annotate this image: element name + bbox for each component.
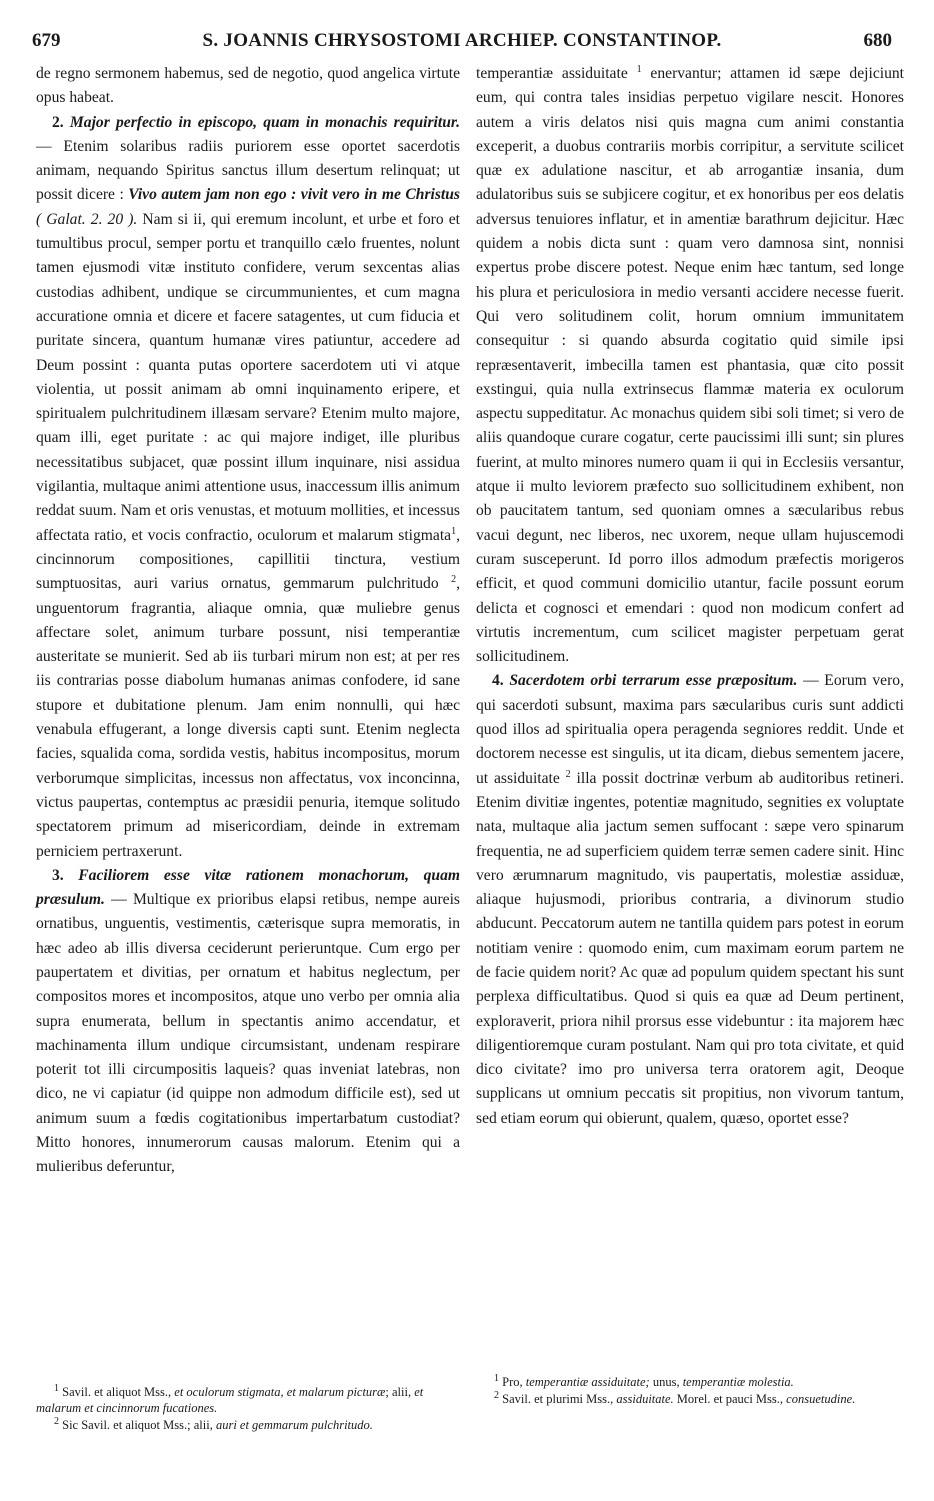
footnote xyxy=(476,1391,906,1407)
footnote-variant: assiduitate. xyxy=(616,1392,674,1406)
footnote-number: 1 xyxy=(54,1382,59,1394)
footnote-variant: et malarum et cincinnorum fucationes. xyxy=(36,1385,424,1415)
footnote-text: Sic Savil. et aliquot Mss.; alii, xyxy=(62,1418,216,1432)
footnote-variant: consuetudine. xyxy=(786,1392,856,1406)
footnotes-left xyxy=(36,1384,466,1434)
footnote-number: 1 xyxy=(494,1372,499,1384)
footnote-number: 2 xyxy=(494,1389,499,1401)
paragraph-text: illa possit doctrinæ verbum ab auditoribus retineri. Etenim divitiæ ingentes, potentiæ magnitudo, segnities ex voluptate nata, multaque alia jactum semen suffocant : sæpe vero spinarum frequentia, ne ad superficiem quidem terræ semen cadere sinit. Hinc vero ærumnarum magnitudo, vis paupertatis, molestiæ assiduæ, aliaque hujusmodi, prioribus contraria, a divinorum studio abducunt. Peccatorum autem ne tantilla quidem pars potest in eorum notitiam venire : quomodo enim, cum maximam eorum partem ne de facie quidem norit? Ac quæ ad populum quidem spectant his sunt perplexa difficultatibus. Quod si quis ea quæ ad Deum pertinent, exploraverit, priora nihil prorsus esse videbuntur : ita majorem hæc diligentioremque curam postulant. Nam qui pro tota civitate, et quid dico civitate? imo pro universa terra oratorem agit, Deoque supplicans ut omnium peccatis sit propitius, non vivorum tantum, sed etiam eorum qui obierunt, qualem, quæso, oportet esse? xyxy=(476,769,904,1127)
paragraph xyxy=(36,62,460,111)
paragraph-text: — Multique ex prioribus elapsi retibus, nempe aureis ornatibus, unguentis, vestimentis, cæterisque supra memoratis, in hæc adeo ab illis diversa ceciderunt perieruntque. Cum ergo per paupertatem et divitias, per ornatum et habitus neglectum, per compositos mores et incompositos, atque uno verbo per omnia alia supra enumerata, bellum in spectantis animo accendatur, et machinamenta illum undique circumsistant, undenam respirare poterit tot illi circumpositis laqueis? quas inveniat latebras, non dico, ne vi capiatur (id quippe non admodum difficile est), sed ut animum suum a fœdis cogitationibus impertarbatum custodiat? Mitto honores, innumerorum causas malorum. Etenim qui a mulieribus deferuntur, xyxy=(36,891,460,1176)
section-title: Faciliorem esse vitæ rationem monachorum, quam præsulum. xyxy=(36,866,460,909)
paragraph-text: — Eorum vero, qui sacerdoti subsunt, maxima pars sæcularibus curis sunt addicti quod illos ad spiritualia opera peragenda segniores reddit. Unde et doctorem necesse est singulis, ut ita dicam, diebus sementem jacere, ut assiduitate xyxy=(476,672,904,787)
footnote-marker: 2 xyxy=(451,574,457,586)
section-2 xyxy=(36,111,460,864)
paragraph-text: , unguentorum fragrantia, aliaque omnia, quæ muliebre genus affectare solet, animum turbare possunt, nisi temperantiæ austeritate se munierit. Sed ab iis turbari mirum non est; at per res iis contrarias posse diabolum humanas animas confodere, id sane stupore et dubitatione plenum. Jam enim nonnulli, qui hæc venabula effugerant, a longe diversis capti sunt. Etenim neglecta facies, squalida coma, sordida vestis, habitus incompositus, morum verborumque simplicitas, incessus non affectatus, vox inconcinna, victus paupertas, contemptus ac præsidii penuria, itemque solitudo spectatorem primum ad misericordiam, deinde in extremam perniciem pertraxerunt. xyxy=(36,575,460,860)
footnotes-right xyxy=(476,1374,906,1408)
running-title: S. JOANNIS CHRYSOSTOMI ARCHIEP. CONSTANTINOP. xyxy=(202,30,722,51)
footnote-variant: temperantiæ assiduitate; xyxy=(525,1375,650,1389)
paragraph xyxy=(476,62,904,669)
footnote xyxy=(36,1417,466,1433)
section-number: 3. xyxy=(52,866,64,884)
paragraph-text: temperantiæ assiduitate xyxy=(476,65,628,82)
footnote-text: Savil. et plurimi Mss., xyxy=(502,1392,617,1406)
footnote-marker: 2 xyxy=(565,768,571,780)
section-4 xyxy=(476,669,904,1131)
section-number: 4. xyxy=(492,672,504,690)
section-number: 2. xyxy=(52,113,64,131)
section-3 xyxy=(36,864,460,1180)
footnote xyxy=(476,1374,906,1390)
paragraph-text: — Etenim solaribus radiis puriorem esse oportet sacerdotis animam, nequando Spiritus sanctus illum desertum relinquat; ut possit dicere : xyxy=(36,137,460,204)
footnote-text: unus, xyxy=(649,1375,683,1389)
footnote-text: Morel. et pauci Mss., xyxy=(673,1392,787,1406)
scripture-reference: ( Galat. 2. 20 ). xyxy=(36,210,138,228)
footnote-text: Savil. et aliquot Mss., xyxy=(62,1385,175,1399)
paragraph-text: Nam si ii, qui eremum incolunt, et urbe et foro et tumultibus procul, semper portu et tranquillo cælo fruentes, nolunt tamen ejusmodi vitæ instituto confidere, verum sexcentas alias custodias adhibent, undique se circummunientes, et cum magna accuratione omnia et dicere et facere satagentes, ut cum fiducia et puritate sincera, quantum humanæ vires patiuntur, accedere ad Deum possint : quanta putas oportere sacerdotem uti vi atque violentia, ut possit animam ab omni inquinamento eripere, et spiritualem pulchritudinem illæsam servare? Etenim multo majore, quam illi, eget puritate : ac qui majore indiget, ille pluribus necessitatibus subjacet, quæ possint illum inquinare, nisi assidua vigilantia, multaque animi attentione usus, inaccessum illis animum reddat suum. Nam et oris venustas, et motuum mollities, et incessus affectata ratio, et vocis confractio, oculorum et malarum stigmata xyxy=(36,210,460,544)
page-number-right: 680 xyxy=(863,30,892,51)
right-column xyxy=(476,62,904,1131)
footnote-text: ; alii, xyxy=(385,1385,415,1399)
footnote xyxy=(36,1384,466,1416)
paragraph-text: , cincinnorum compositiones, capillitii tinctura, vestium sumptuositas, auri varius ornatus, gemmarum pulchritudo xyxy=(36,526,460,593)
page-number-left: 679 xyxy=(32,30,61,51)
paragraph-text: enervantur; attamen id sæpe dejiciunt eum, qui contra tales insidias perpetuo vigilare nescit. Honores autem a viris delatos nisi quis magna cum animi constantia exceperit, a duobus contrariis morbis corripitur, a servitute scilicet quæ ex adulatione nascitur, et ab arrogantiæ insania, dum adulatoribus suis se subjicere cogitur, et ex honoribus per eos delatis adversus tenuiores inflatur, et in amentiæ barathrum dejicitur. Hæc quidem a nobis dicta sunt : quam vero damnosa sint, nonnisi expertus probe discere potest. Neque enim hæc tantum, sed longe his plura et periculosiora in medio versanti accidere necesse fuerit. Qui vero solitudinem colit, horum omnium immunitatem consequitur : si quando absurda cogitatio quid simile ipsi repræsentaverit, imbecilla tamen est phantasia, quæ cito possit exstingui, quia nulla extrinsecus flammæ materia ex oculorum aspectu suppeditatur. Ac monachus quidem sibi soli timet; si vero de aliis quandoque curare cogatur, certe paucissimi illi sunt; sin plures fuerint, at multo minores numero quam ii qui in Ecclesiis versantur, atque ii multo leviorem præfecto suo sollicitudinem exhibent, non ob paucitatem tantum, sed quoniam omnes a sæcularibus rebus vacui degunt, nec liberos, nec uxorem, neque ullam hujuscemodi curam susceperunt. Id porro illos admodum præfectis morigeros efficit, et quod communi domicilio utantur, facile possunt eorum delicta et cognosci et emendari : quod non modicum confert ad virtutis incrementum, cum scilicet magister perpetuam gerat sollicitudinem. xyxy=(476,65,904,666)
running-header xyxy=(32,28,892,56)
paragraph-text: de regno sermonem habemus, sed de negotio, quod angelica virtute opus habeat. xyxy=(36,65,460,107)
footnote-variant: auri et gemmarum pulchritudo. xyxy=(215,1418,373,1432)
footnote-variant: et oculorum stigmata, et malarum picturæ xyxy=(174,1385,386,1399)
scripture-quote: Vivo autem jam non ego : vivit vero in me Christus xyxy=(128,186,460,204)
footnote-marker: 1 xyxy=(636,63,642,75)
section-title: Sacerdotem orbi terrarum esse præpositum. xyxy=(509,672,798,690)
section-title: Major perfectio in episcopo, quam in monachis requiritur. xyxy=(69,113,460,131)
footnote-variant: temperantiæ molestia. xyxy=(682,1375,794,1389)
footnote-text: Pro, xyxy=(502,1375,526,1389)
footnote-marker: 1 xyxy=(451,525,457,537)
left-column xyxy=(36,62,460,1180)
footnote-number: 2 xyxy=(54,1415,59,1427)
